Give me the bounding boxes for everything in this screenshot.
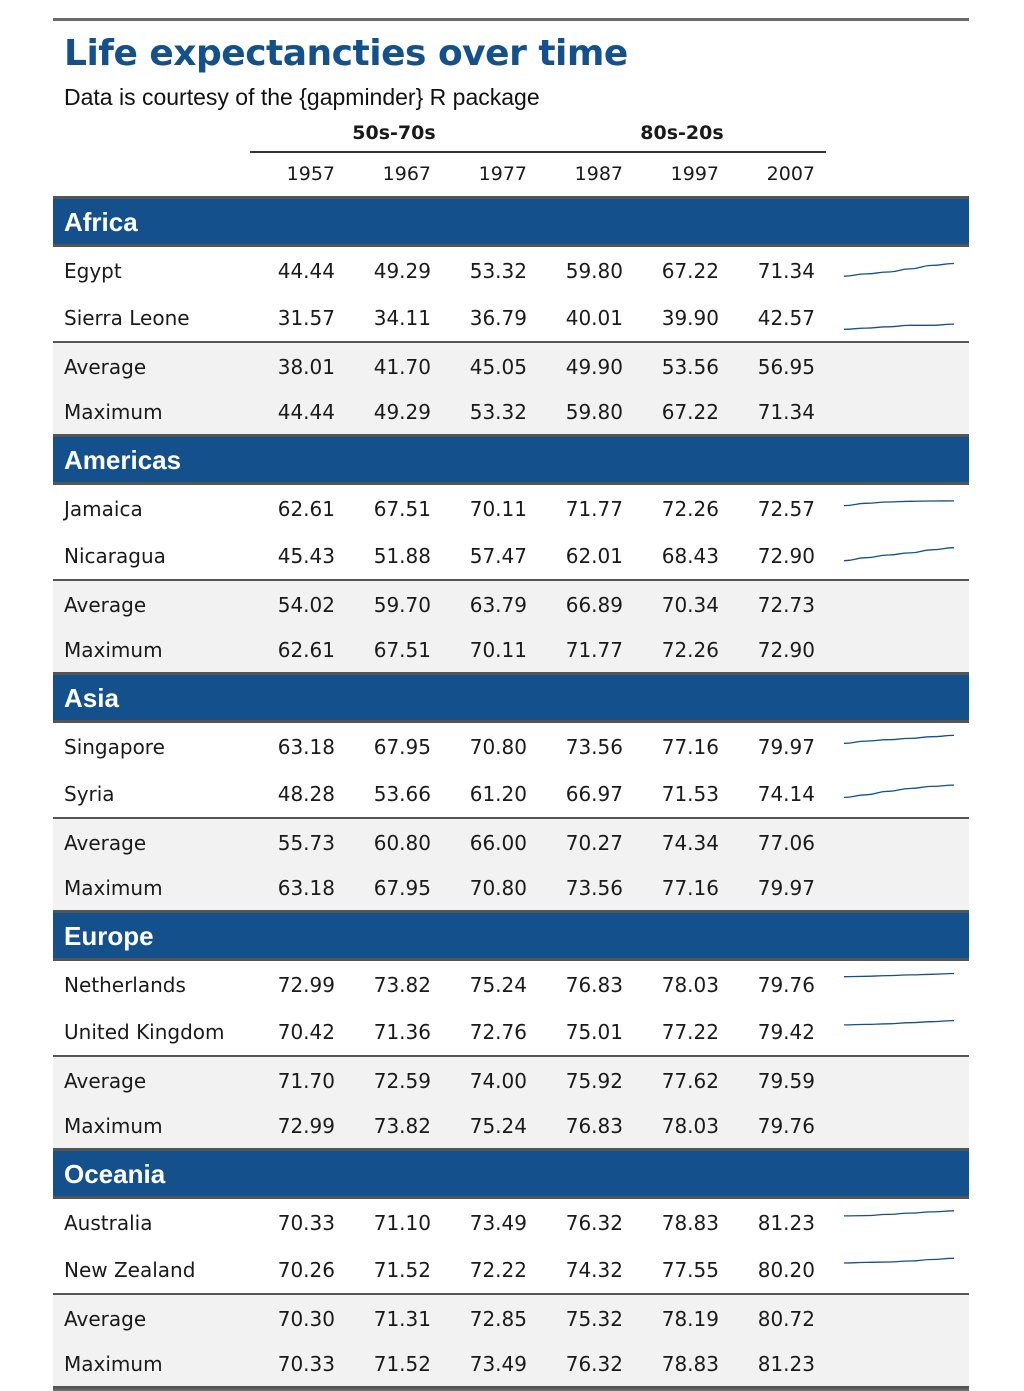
value-cell: 73.82: [373, 972, 431, 997]
summary-value-cell: 75.92: [565, 1068, 623, 1093]
summary-value-cell: 70.11: [469, 638, 527, 662]
country-name: Jamaica: [64, 496, 143, 521]
summary-value-cell: 78.03: [661, 1114, 719, 1138]
summary-value-cell: 55.73: [277, 830, 335, 855]
value-cell: 76.83: [565, 972, 623, 997]
value-cell: 70.26: [277, 1257, 335, 1282]
spanner-row: [53, 113, 969, 151]
summary-label: Maximum: [64, 1352, 163, 1376]
summary-row: [53, 817, 969, 866]
summary-row: [53, 1104, 969, 1151]
summary-value-cell: 75.24: [469, 1114, 527, 1138]
value-cell: 72.26: [661, 496, 719, 521]
summary-value-cell: 71.52: [373, 1352, 431, 1376]
value-cell: 81.23: [757, 1210, 815, 1235]
table-row: [53, 723, 969, 770]
value-cell: 79.76: [757, 972, 815, 997]
summary-row: [53, 628, 969, 675]
sparkline-path: [844, 501, 954, 506]
value-cell: 72.90: [757, 543, 815, 568]
sparkline: [842, 540, 956, 570]
summary-value-cell: 71.77: [565, 638, 623, 662]
summary-row: [53, 390, 969, 437]
summary-value-cell: 44.44: [277, 400, 335, 424]
summary-row: [53, 579, 969, 628]
summary-value-cell: 75.32: [565, 1306, 623, 1331]
summary-label: Maximum: [64, 1114, 163, 1138]
summary-label: Average: [64, 1306, 147, 1331]
summary-value-cell: 49.90: [565, 354, 623, 379]
sparkline: [842, 1016, 956, 1046]
spanner-50s-70s: 50s-70s: [250, 119, 538, 153]
column-header-1997: 1997: [670, 163, 719, 185]
table-title: Life expectancties over time: [64, 33, 628, 74]
value-cell: 51.88: [373, 543, 431, 568]
summary-value-cell: 79.97: [757, 876, 815, 900]
summary-value-cell: 74.34: [661, 830, 719, 855]
table-row: [53, 770, 969, 817]
group-header-asia: Asia: [53, 675, 969, 723]
sparkline-path: [844, 1258, 954, 1263]
value-cell: 78.03: [661, 972, 719, 997]
table-row: [53, 1008, 969, 1055]
value-cell: 49.29: [373, 258, 431, 283]
country-name: Netherlands: [64, 972, 186, 997]
sparkline: [842, 255, 956, 285]
value-cell: 53.32: [469, 258, 527, 283]
country-name: New Zealand: [64, 1257, 196, 1282]
summary-value-cell: 73.49: [469, 1352, 527, 1376]
country-name: Sierra Leone: [64, 305, 190, 330]
value-cell: 72.99: [277, 972, 335, 997]
summary-value-cell: 70.30: [277, 1306, 335, 1331]
summary-value-cell: 79.76: [757, 1114, 815, 1138]
summary-value-cell: 72.26: [661, 638, 719, 662]
group-header-africa: Africa: [53, 199, 969, 247]
summary-value-cell: 78.83: [661, 1352, 719, 1376]
summary-row: [53, 341, 969, 390]
summary-value-cell: 79.59: [757, 1068, 815, 1093]
summary-value-cell: 73.82: [373, 1114, 431, 1138]
sparkline-path: [844, 974, 954, 977]
value-cell: 53.66: [373, 781, 431, 806]
value-cell: 72.76: [469, 1019, 527, 1044]
sparkline-path: [844, 264, 954, 277]
group-header-americas: Americas: [53, 437, 969, 485]
summary-label: Average: [64, 592, 147, 617]
value-cell: 36.79: [469, 305, 527, 330]
sparkline-path: [844, 785, 954, 797]
table-row: [53, 961, 969, 1008]
value-cell: 79.42: [757, 1019, 815, 1044]
sparkline: [842, 493, 956, 523]
value-cell: 48.28: [277, 781, 335, 806]
summary-value-cell: 72.85: [469, 1306, 527, 1331]
value-cell: 70.33: [277, 1210, 335, 1235]
column-header-2007: 2007: [766, 163, 815, 185]
summary-value-cell: 70.80: [469, 876, 527, 900]
summary-value-cell: 76.32: [565, 1352, 623, 1376]
table-row: [53, 485, 969, 532]
summary-value-cell: 72.99: [277, 1114, 335, 1138]
summary-value-cell: 60.80: [373, 830, 431, 855]
value-cell: 75.24: [469, 972, 527, 997]
value-cell: 75.01: [565, 1019, 623, 1044]
summary-value-cell: 66.89: [565, 592, 623, 617]
table-body: [53, 199, 969, 1389]
summary-value-cell: 71.34: [757, 400, 815, 424]
value-cell: 67.22: [661, 258, 719, 283]
table-subtitle: Data is courtesy of the {gapminder} R package: [64, 84, 540, 110]
value-cell: 39.90: [661, 305, 719, 330]
summary-value-cell: 62.61: [277, 638, 335, 662]
value-cell: 71.36: [373, 1019, 431, 1044]
value-cell: 71.52: [373, 1257, 431, 1282]
summary-value-cell: 66.00: [469, 830, 527, 855]
summary-value-cell: 53.56: [661, 354, 719, 379]
value-cell: 77.22: [661, 1019, 719, 1044]
summary-label: Average: [64, 830, 147, 855]
summary-value-cell: 74.00: [469, 1068, 527, 1093]
value-cell: 74.32: [565, 1257, 623, 1282]
sparkline-path: [844, 735, 954, 743]
value-cell: 70.11: [469, 496, 527, 521]
summary-value-cell: 70.33: [277, 1352, 335, 1376]
table-row: [53, 294, 969, 341]
summary-label: Average: [64, 1068, 147, 1093]
summary-value-cell: 80.72: [757, 1306, 815, 1331]
table-row: [53, 1199, 969, 1246]
value-cell: 42.57: [757, 305, 815, 330]
summary-label: Maximum: [64, 638, 163, 662]
summary-value-cell: 78.19: [661, 1306, 719, 1331]
summary-value-cell: 38.01: [277, 354, 335, 379]
country-name: Nicaragua: [64, 543, 166, 568]
value-cell: 74.14: [757, 781, 815, 806]
summary-value-cell: 77.62: [661, 1068, 719, 1093]
summary-row: [53, 1293, 969, 1342]
group-header-oceania: Oceania: [53, 1151, 969, 1199]
value-cell: 62.61: [277, 496, 335, 521]
life-expectancy-table: [53, 18, 969, 1391]
value-cell: 63.18: [277, 734, 335, 759]
value-cell: 31.57: [277, 305, 335, 330]
sparkline-path: [844, 1021, 954, 1025]
value-cell: 80.20: [757, 1257, 815, 1282]
summary-value-cell: 70.27: [565, 830, 623, 855]
table-row: [53, 532, 969, 579]
column-header-row: [53, 151, 969, 199]
summary-value-cell: 41.70: [373, 354, 431, 379]
value-cell: 72.22: [469, 1257, 527, 1282]
summary-label: Average: [64, 354, 147, 379]
value-cell: 72.57: [757, 496, 815, 521]
value-cell: 45.43: [277, 543, 335, 568]
summary-row: [53, 1055, 969, 1104]
summary-value-cell: 67.51: [373, 638, 431, 662]
value-cell: 76.32: [565, 1210, 623, 1235]
sparkline: [842, 778, 956, 808]
summary-value-cell: 45.05: [469, 354, 527, 379]
top-rule: [53, 18, 969, 21]
summary-value-cell: 73.56: [565, 876, 623, 900]
value-cell: 61.20: [469, 781, 527, 806]
value-cell: 40.01: [565, 305, 623, 330]
summary-value-cell: 56.95: [757, 354, 815, 379]
summary-label: Maximum: [64, 876, 163, 900]
summary-value-cell: 72.59: [373, 1068, 431, 1093]
summary-value-cell: 81.23: [757, 1352, 815, 1376]
summary-value-cell: 71.31: [373, 1306, 431, 1331]
value-cell: 77.16: [661, 734, 719, 759]
value-cell: 44.44: [277, 258, 335, 283]
summary-row: [53, 866, 969, 913]
value-cell: 78.83: [661, 1210, 719, 1235]
value-cell: 71.53: [661, 781, 719, 806]
spanner-80s-20s: 80s-20s: [538, 119, 826, 153]
value-cell: 34.11: [373, 305, 431, 330]
group-header-europe: Europe: [53, 913, 969, 961]
summary-value-cell: 72.90: [757, 638, 815, 662]
summary-value-cell: 49.29: [373, 400, 431, 424]
summary-value-cell: 77.06: [757, 830, 815, 855]
sparkline: [842, 1254, 956, 1284]
value-cell: 77.55: [661, 1257, 719, 1282]
table-row: [53, 1246, 969, 1293]
country-name: Australia: [64, 1210, 153, 1235]
sparkline-path: [844, 324, 954, 329]
value-cell: 66.97: [565, 781, 623, 806]
summary-value-cell: 53.32: [469, 400, 527, 424]
value-cell: 70.80: [469, 734, 527, 759]
sparkline-path: [844, 1211, 954, 1216]
sparkline-path: [844, 548, 954, 561]
summary-row: [53, 1342, 969, 1389]
column-header-1957: 1957: [286, 163, 335, 185]
value-cell: 67.95: [373, 734, 431, 759]
sparkline: [842, 1207, 956, 1237]
summary-value-cell: 59.70: [373, 592, 431, 617]
value-cell: 71.77: [565, 496, 623, 521]
column-header-1987: 1987: [574, 163, 623, 185]
value-cell: 73.56: [565, 734, 623, 759]
country-name: Singapore: [64, 734, 165, 759]
value-cell: 59.80: [565, 258, 623, 283]
sparkline: [842, 302, 956, 332]
column-header-1967: 1967: [382, 163, 431, 185]
summary-value-cell: 71.70: [277, 1068, 335, 1093]
column-header-1977: 1977: [478, 163, 527, 185]
summary-label: Maximum: [64, 400, 163, 424]
summary-value-cell: 67.22: [661, 400, 719, 424]
value-cell: 67.51: [373, 496, 431, 521]
value-cell: 57.47: [469, 543, 527, 568]
summary-value-cell: 70.34: [661, 592, 719, 617]
value-cell: 79.97: [757, 734, 815, 759]
summary-value-cell: 67.95: [373, 876, 431, 900]
value-cell: 70.42: [277, 1019, 335, 1044]
summary-value-cell: 63.18: [277, 876, 335, 900]
value-cell: 68.43: [661, 543, 719, 568]
sparkline: [842, 731, 956, 761]
sparkline: [842, 969, 956, 999]
value-cell: 62.01: [565, 543, 623, 568]
summary-value-cell: 54.02: [277, 592, 335, 617]
country-name: Egypt: [64, 258, 122, 283]
country-name: United Kingdom: [64, 1019, 225, 1044]
value-cell: 73.49: [469, 1210, 527, 1235]
table-row: [53, 247, 969, 294]
summary-value-cell: 63.79: [469, 592, 527, 617]
summary-value-cell: 59.80: [565, 400, 623, 424]
value-cell: 71.34: [757, 258, 815, 283]
summary-value-cell: 76.83: [565, 1114, 623, 1138]
summary-value-cell: 77.16: [661, 876, 719, 900]
country-name: Syria: [64, 781, 115, 806]
summary-value-cell: 72.73: [757, 592, 815, 617]
value-cell: 71.10: [373, 1210, 431, 1235]
